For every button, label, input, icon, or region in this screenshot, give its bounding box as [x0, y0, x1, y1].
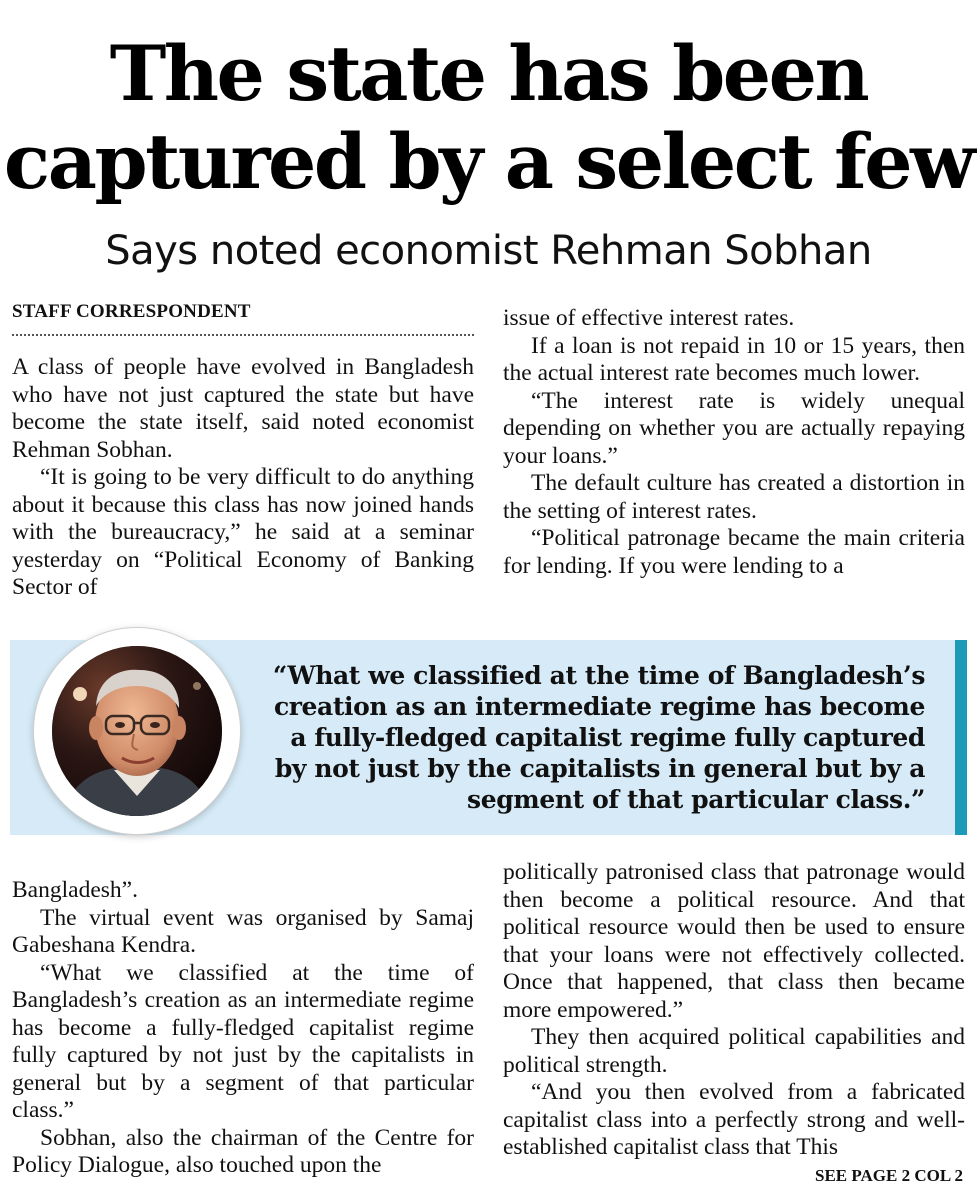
subheadline: Says noted economist Rehman Sobhan: [105, 228, 872, 274]
article-column-3: [12, 877, 474, 1180]
paragraph: politically patronised class that patronage would then become a political resource. And that political resource would then be used to ensure that your loans were not effectively collected. Once that happened, that class then became more empowered.”: [503, 859, 965, 1023]
article-column-4: [503, 859, 965, 1162]
continuation-note: SEE PAGE 2 COL 2: [815, 1166, 963, 1185]
pull-quote-accent-bar: [955, 640, 967, 835]
pull-quote-line: creation as an intermediate regime has become: [273, 692, 925, 721]
paragraph: “And you then evolved from a fabricated capitalist class into a perfectly strong and well-established capitalist class that This: [503, 1079, 965, 1160]
article-column-2: [503, 305, 965, 580]
byline: STAFF CORRESPONDENT: [12, 300, 474, 336]
headline: [0, 30, 977, 206]
paragraph: A class of people have evolved in Bangladesh who have not just captured the state but have become the state itself, said noted economist Rehman Sobhan.: [12, 354, 474, 463]
paragraph: The default culture has created a distortion in the setting of interest rates.: [503, 470, 965, 524]
portrait-photo: [52, 646, 222, 816]
portrait-illustration: [52, 646, 222, 816]
pull-quote: [250, 660, 925, 815]
paragraph: If a loan is not repaid in 10 or 15 years, then the actual interest rate becomes much lower.: [503, 332, 965, 386]
pull-quote-line: by not just by the capitalists in general but by a: [274, 754, 925, 783]
paragraph: “What we classified at the time of Bangladesh’s creation as an intermediate regime has become a fully-fledged capitalist regime fully captured by not just by the capitalists in general but by a segment of that particular class.”: [12, 959, 474, 1123]
paragraph: “The interest rate is widely unequal depending on whether you are actually repaying your loans.”: [503, 387, 965, 469]
paragraph: They then acquired political capabilities and political strength.: [503, 1024, 965, 1078]
pull-quote-line: a fully-fledged capitalist regime fully captured: [290, 723, 925, 752]
paragraph: issue of effective interest rates.: [503, 305, 795, 331]
paragraph: The virtual event was organised by Samaj Gabeshana Kendra.: [12, 904, 474, 958]
headline-line-2: captured by a select few: [3, 117, 974, 206]
paragraph: “It is going to be very difficult to do anything about it because this class has now joined hands with the bureaucracy,” he said at a seminar yesterday on “Political Economy of Banking Sector of: [12, 464, 474, 600]
paragraph: Bangladesh”.: [12, 877, 138, 903]
headline-line-1: The state has been: [109, 29, 868, 118]
paragraph: “Political patronage became the main criteria for lending. If you were lending to a: [503, 525, 965, 579]
article-column-1: [12, 354, 474, 602]
paragraph: Sobhan, also the chairman of the Centre for Policy Dialogue, also touched upon the: [12, 1124, 474, 1178]
pull-quote-line: “What we classified at the time of Bangladesh’s: [272, 661, 925, 690]
pull-quote-line: segment of that particular class.”: [467, 785, 925, 814]
